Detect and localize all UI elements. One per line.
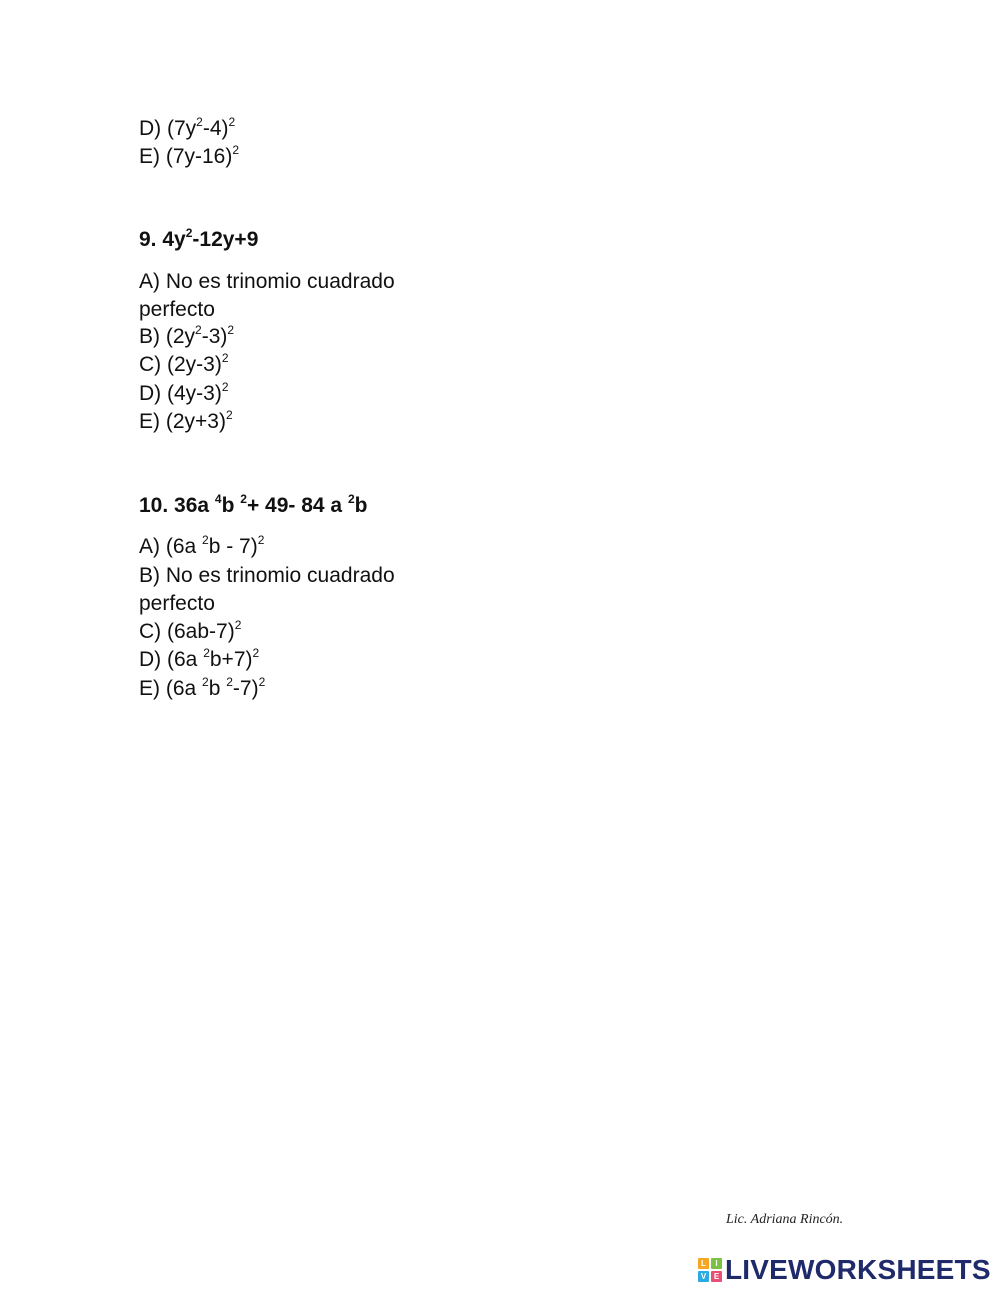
liveworksheets-logo-icon bbox=[698, 1258, 722, 1282]
q10-option-b: B) No es trinomio cuadrado perfecto bbox=[139, 564, 395, 615]
q10-option-a: A) (6a $^2$b - 7)$^2$ bbox=[139, 533, 265, 558]
q9-option-e: E) $(2y+3)^2$ bbox=[139, 408, 233, 433]
author-signature: Lic. Adriana Rincón. bbox=[726, 1212, 844, 1227]
logo-tile-e: E bbox=[711, 1271, 722, 1282]
liveworksheets-brand bbox=[698, 1255, 991, 1285]
logo-tile-l: L bbox=[698, 1258, 709, 1269]
q10-title: 10. 36a $^4$b $^2$+ 49- 84 a $^2$b bbox=[139, 492, 368, 517]
q10-option-e: E) (6a $^2$b $^2$-7)$^2$ bbox=[139, 675, 266, 700]
q10-option-d: D) (6a $^2$b+7)$^2$ bbox=[139, 646, 260, 671]
q8-option-e: E) $(7y-16)^2$ bbox=[139, 143, 240, 168]
logo-tile-i: I bbox=[711, 1258, 722, 1269]
q9-option-a: A) No es trinomio cuadrado perfecto bbox=[139, 270, 395, 321]
brand-text: LIVEWORKSHEETS bbox=[725, 1254, 991, 1285]
q9-option-b: B) $(2y^2-3)^2$ bbox=[139, 323, 235, 348]
q8-option-d: D) $(7y^2-4)^2$ bbox=[139, 115, 236, 140]
q10-option-c: C) $(6ab-7)^2$ bbox=[139, 618, 242, 643]
q9-title: 9. $4y^2-12y+9$ bbox=[139, 226, 259, 251]
logo-tile-v: V bbox=[698, 1271, 709, 1282]
q9-option-d: D) $(4y-3)^2$ bbox=[139, 380, 229, 405]
q9-option-c: C) $(2y-3)^2$ bbox=[139, 351, 229, 376]
